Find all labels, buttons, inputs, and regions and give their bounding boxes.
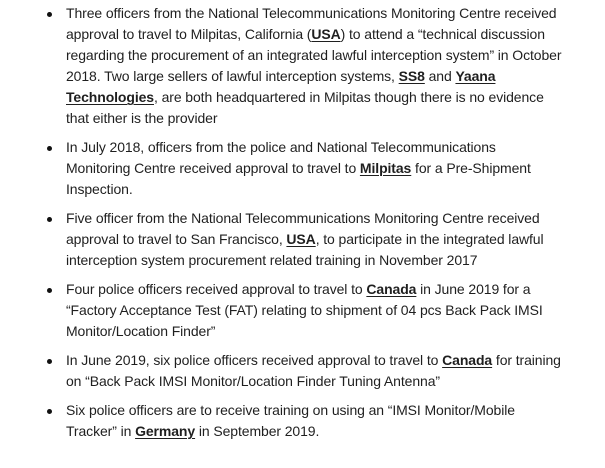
link-germany[interactable]: Germany	[135, 423, 196, 439]
bullet-icon	[47, 359, 52, 364]
bullet-list	[0, 3, 605, 450]
link-canada[interactable]: Canada	[442, 352, 493, 368]
list-item	[0, 279, 605, 342]
item-text: Six police officers are to receive training on using an “IMSI Monitor/Mobile Tracker” in	[66, 402, 515, 439]
item-text: Four police officers received approval to travel to	[66, 281, 367, 297]
list-item	[0, 400, 605, 442]
link-ss8[interactable]: SS8	[398, 68, 425, 84]
item-text: ) to attend a “technical discussion regarding the procurement of an integrated lawful interception system” in October 2018. Two large sellers of lawful interception systems,	[66, 26, 562, 84]
item-text: Three officers from the National Telecommunications Monitoring Centre received approval to travel to Milpitas, California (	[66, 5, 557, 42]
link-yaana-technologies[interactable]: Yaana Technologies	[66, 68, 496, 105]
item-text: In June 2019, six police officers received approval to travel to	[66, 352, 443, 368]
list-item	[0, 350, 605, 392]
bullet-icon	[47, 217, 52, 222]
bullet-icon	[47, 146, 52, 151]
item-text: for a Pre-Shipment Inspection.	[66, 160, 531, 197]
item-text: in June 2019 for a “Factory Acceptance Test (FAT) relating to shipment of 04 pcs Back Pack IMSI Monitor/Location Finder”	[66, 281, 543, 339]
list-item	[0, 3, 605, 129]
link-canada[interactable]: Canada	[366, 281, 417, 297]
link-usa[interactable]: USA	[311, 26, 341, 42]
item-text: , to participate in the integrated lawful interception system procurement related training in November 2017	[66, 231, 544, 268]
item-text: in September 2019.	[195, 423, 320, 439]
bullet-icon	[47, 409, 52, 414]
link-milpitas[interactable]: Milpitas	[359, 160, 412, 176]
bullet-icon	[47, 12, 52, 17]
list-item	[0, 137, 605, 200]
link-usa[interactable]: USA	[286, 231, 316, 247]
item-text: In July 2018, officers from the police and National Telecommunications Monitoring Centre received approval to travel to	[66, 139, 496, 176]
list-item	[0, 208, 605, 271]
item-text: Five officer from the National Telecommunications Monitoring Centre received approval to travel to San Francisco,	[66, 210, 540, 247]
item-text: for training on “Back Pack IMSI Monitor/Location Finder Tuning Antenna”	[66, 352, 561, 389]
item-text: and	[424, 68, 456, 84]
item-text: , are both headquartered in Milpitas though there is no evidence that either is the provider	[66, 89, 544, 126]
bullet-icon	[47, 288, 52, 293]
